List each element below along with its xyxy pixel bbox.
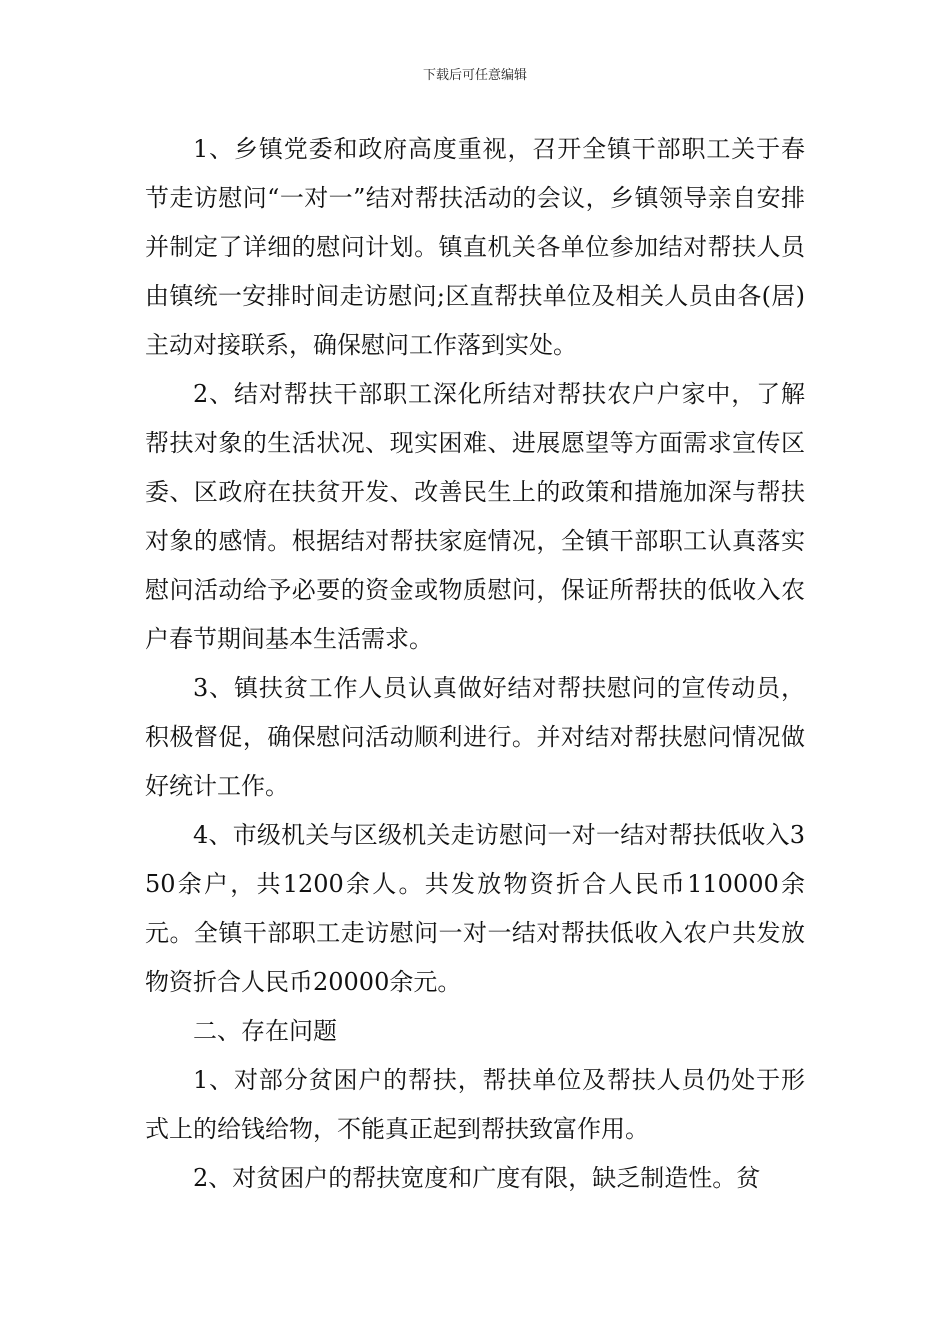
- paragraph-visit-organization: 1、乡镇党委和政府高度重视，召开全镇干部职工关于春节走访慰问“一对一”结对帮扶活动的会议，乡镇领导亲自安排并制定了详细的慰问计划。镇直机关各单位参加结对帮扶人员由镇统一安排时间走访慰问;区直帮扶单位及相关人员由各(居)主动对接联系，确保慰问工作落到实处。: [145, 135, 805, 359]
- document-body: [145, 125, 805, 1203]
- section-heading-problems: 二、存在问题: [193, 1017, 337, 1045]
- paragraph-problem-1: 1、对部分贫困户的帮扶，帮扶单位及帮扶人员仍处于形式上的给钱给物，不能真正起到帮扶致富作用。: [145, 1066, 805, 1143]
- paragraph-statistics: 4、市级机关与区级机关走访慰问一对一结对帮扶低收入350余户，共1200余人。共发放物资折合人民币110000余元。全镇干部职工走访慰问一对一结对帮扶低收入农户共发放物资折合人民币20000余元。: [145, 821, 805, 996]
- paragraph-visit-households: 2、结对帮扶干部职工深化所结对帮扶农户户家中，了解帮扶对象的生活状况、现实困难、进展愿望等方面需求宣传区委、区政府在扶贫开发、改善民生上的政策和措施加深与帮扶对象的感情。根据结对帮扶家庭情况，全镇干部职工认真落实慰问活动给予必要的资金或物质慰问，保证所帮扶的低收入农户春节期间基本生活需求。: [145, 380, 805, 653]
- page-header: 下载后可任意编辑: [422, 68, 527, 83]
- paragraph-problem-2: 2、对贫困户的帮扶宽度和广度有限，缺乏制造性。贫: [193, 1164, 761, 1192]
- paragraph-publicity: 3、镇扶贫工作人员认真做好结对帮扶慰问的宣传动员，积极督促，确保慰问活动顺利进行。并对结对帮扶慰问情况做好统计工作。: [145, 674, 805, 800]
